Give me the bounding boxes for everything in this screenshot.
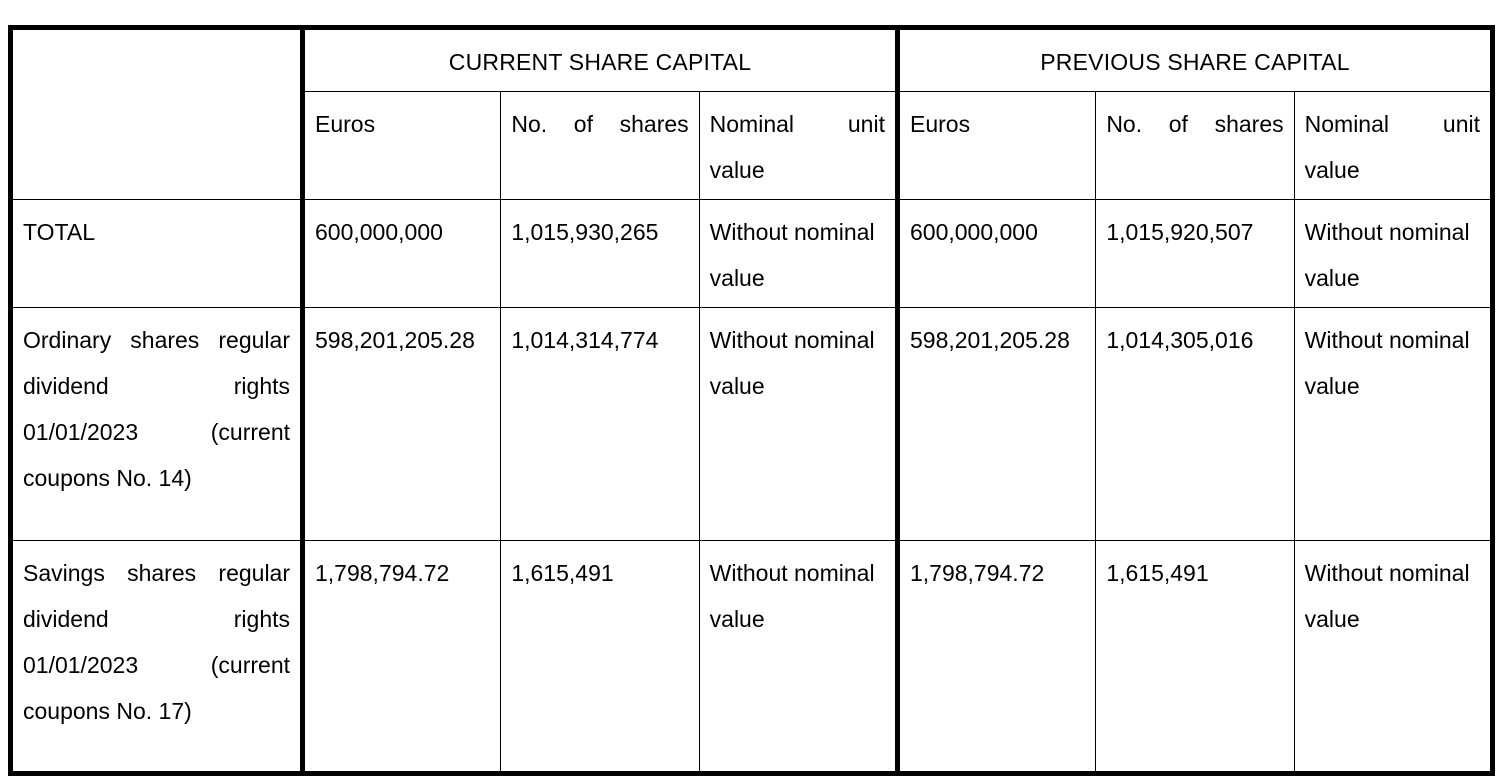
share-capital-table-wrapper — [8, 25, 1495, 731]
column-header-current-no-of-shares: No. of shares — [501, 92, 699, 200]
cell-total-previous-shares: 1,015,920,507 — [1096, 200, 1294, 308]
cell-ordinary-current-shares: 1,014,314,774 — [501, 308, 699, 541]
cell-total-previous-euros: 600,000,000 — [897, 200, 1095, 308]
cell-ordinary-previous-shares: 1,014,305,016 — [1096, 308, 1294, 541]
column-header-previous-no-of-shares: No. of shares — [1096, 92, 1294, 200]
cell-savings-current-euros: 1,798,794.72 — [303, 541, 501, 774]
table-group-header-row — [11, 28, 1493, 92]
column-header-current-nominal-line1: Nominal unit — [709, 111, 885, 137]
column-header-current-euros: Euros — [303, 92, 501, 200]
table-row — [11, 200, 1493, 308]
column-header-previous-nominal-unit-value — [1294, 92, 1492, 200]
row-label-total: TOTAL — [11, 200, 303, 308]
cell-savings-current-nominal: Without nominal value — [699, 541, 897, 774]
cell-savings-previous-shares: 1,615,491 — [1096, 541, 1294, 774]
cell-total-current-euros: 600,000,000 — [303, 200, 501, 308]
cell-total-previous-nominal: Without nominal value — [1294, 200, 1492, 308]
group-header-current-share-capital: CURRENT SHARE CAPITAL — [303, 28, 898, 92]
cell-total-current-nominal: Without nominal value — [699, 200, 897, 308]
group-header-previous-share-capital: PREVIOUS SHARE CAPITAL — [897, 28, 1492, 92]
table-corner-blank-cell-lower — [11, 92, 303, 200]
share-capital-table — [8, 25, 1495, 776]
cell-savings-previous-nominal: Without nominal value — [1294, 541, 1492, 774]
cell-ordinary-previous-nominal: Without nominal value — [1294, 308, 1492, 541]
table-column-header-row — [11, 92, 1493, 200]
table-row — [11, 541, 1493, 774]
cell-ordinary-current-nominal: Without nominal value — [699, 308, 897, 541]
column-header-previous-nominal-line2: value — [1304, 157, 1360, 183]
cell-total-current-shares: 1,015,930,265 — [501, 200, 699, 308]
column-header-current-nominal-line2: value — [709, 157, 765, 183]
column-header-previous-nominal-line1: Nominal unit — [1304, 111, 1480, 137]
table-row — [11, 308, 1493, 541]
cell-ordinary-previous-euros: 598,201,205.28 — [897, 308, 1095, 541]
cell-savings-current-shares: 1,615,491 — [501, 541, 699, 774]
row-label-ordinary-shares: Ordinary shares regular dividend rights 01/01/2023 (current coupons No. 14) — [11, 308, 303, 541]
column-header-current-nominal-unit-value — [699, 92, 897, 200]
row-label-savings-shares: Savings shares regular dividend rights 01/01/2023 (current coupons No. 17) — [11, 541, 303, 774]
cell-ordinary-current-euros: 598,201,205.28 — [303, 308, 501, 541]
cell-savings-previous-euros: 1,798,794.72 — [897, 541, 1095, 774]
table-corner-blank-cell — [11, 28, 303, 92]
column-header-previous-euros: Euros — [897, 92, 1095, 200]
